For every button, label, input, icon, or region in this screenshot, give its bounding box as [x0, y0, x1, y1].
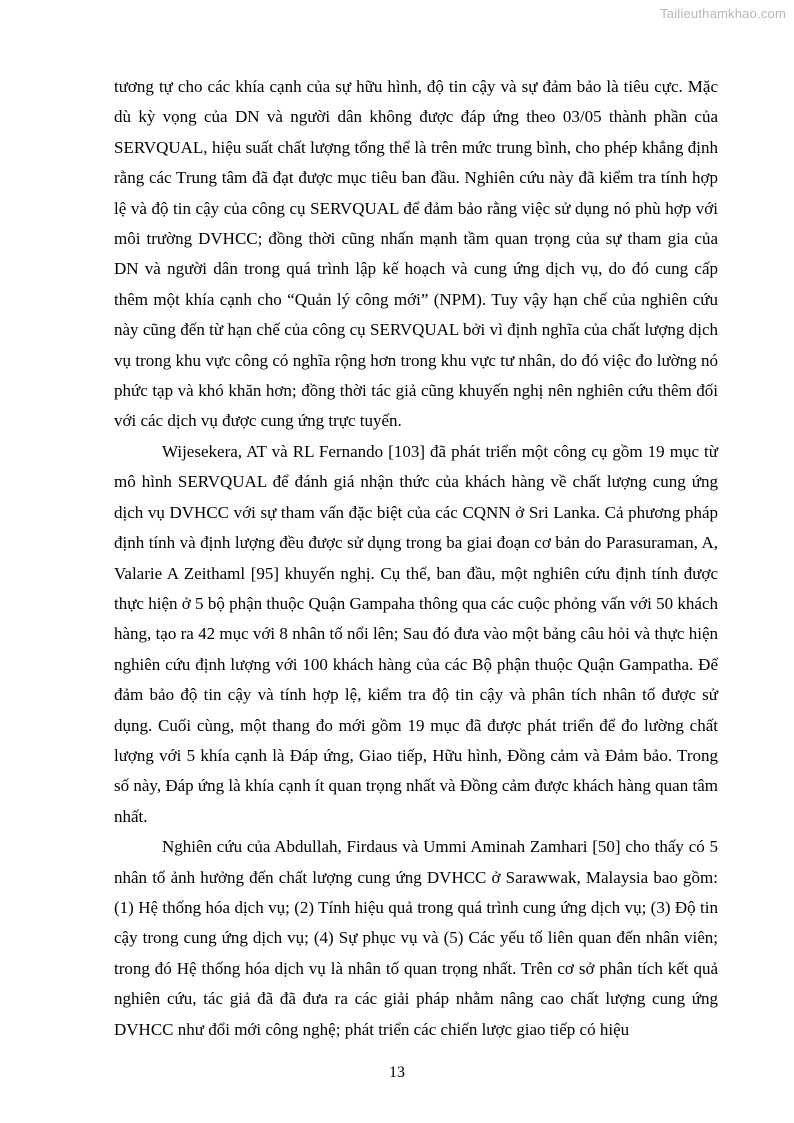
page-number: 13	[389, 1064, 405, 1081]
paragraph-wijesekera: Wijesekera, AT và RL Fernando [103] đã phát triển một công cụ gồm 19 mục từ mô hình SERVQUAL để đánh giá nhận thức của khách hàng về chất lượng cung ứng dịch vụ DVHCC với sự tham vấn đặc biệt của các CQNN ở Sri Lanka. Cả phương pháp định tính và định lượng đều được sử dụng trong ba giai đoạn cơ bản do Parasuraman, A, Valarie A Zeithaml [95] khuyến nghị. Cụ thể, ban đầu, một nghiên cứu định tính được thực hiện ở 5 bộ phận thuộc Quận Gampaha thông qua các cuộc phỏng vấn với 50 khách hàng, tạo ra 42 mục với 8 nhân tố nổi lên; Sau đó đưa vào một bảng câu hỏi và thực hiện nghiên cứu định lượng với 100 khách hàng của các Bộ phận thuộc Quận Gampatha. Để đảm bảo độ tin cậy và tính hợp lệ, kiểm tra độ tin cậy và phân tích nhân tố được sử dụng. Cuối cùng, một thang đo mới gồm 19 mục đã được phát triển để đo lường chất lượng với 5 khía cạnh là Đáp ứng, Giao tiếp, Hữu hình, Đồng cảm và Đảm bảo. Trong số này, Đáp ứng là khía cạnh ít quan trọng nhất và Đồng cảm được khách hàng quan tâm nhất.	[114, 441, 718, 826]
page-body	[114, 72, 718, 1045]
paragraph-abdullah: Nghiên cứu của Abdullah, Firdaus và Ummi Aminah Zamhari [50] cho thấy có 5 nhân tố ảnh hưởng đến chất lượng cung ứng DVHCC ở Sarawwak, Malaysia bao gồm: (1) Hệ thống hóa dịch vụ; (2) Tính hiệu quả trong quá trình cung ứng dịch vụ; (3) Độ tin cậy trong cung ứng dịch vụ; (4) Sự phục vụ và (5) Các yếu tố liên quan đến nhân viên; trong đó Hệ thống hóa dịch vụ là nhân tố quan trọng nhất. Trên cơ sở phân tích kết quả nghiên cứu, tác giả đã đã đưa ra các giải pháp nhằm nâng cao chất lượng cung ứng DVHCC như đổi mới công nghệ; phát triển các chiến lược giao tiếp có hiệu	[114, 837, 718, 1039]
paragraph-continued: tương tự cho các khía cạnh của sự hữu hình, độ tin cậy và sự đảm bảo là tiêu cực. Mặc dù kỳ vọng của DN và người dân không được đáp ứng theo 03/05 thành phần của SERVQUAL, hiệu suất chất lượng tổng thể là trên mức trung bình, cho phép khẳng định rằng các Trung tâm đã đạt được mục tiêu ban đầu. Nghiên cứu này đã kiểm tra tính hợp lệ và độ tin cậy của công cụ SERVQUAL để đảm bảo rằng việc sử dụng nó phù hợp với môi trường DVHCC; đồng thời cũng nhấn mạnh tầm quan trọng của sự tham gia của DN và người dân trong quá trình lập kế hoạch và cung ứng dịch vụ, do đó cung cấp thêm một khía cạnh cho “Quản lý công mới” (NPM). Tuy vậy hạn chế của nghiên cứu này cũng đến từ hạn chế của công cụ SERVQUAL bởi vì định nghĩa của chất lượng dịch vụ trong khu vực công có nghĩa rộng hơn trong khu vực tư nhân, do đó việc đo lường nó phức tạp và khó khăn hơn; đồng thời tác giả cũng khuyến nghị nên nghiên cứu thêm đối với các dịch vụ được cung ứng trực tuyến.	[114, 77, 718, 431]
watermark: Tailieuthamkhao.com	[660, 6, 786, 21]
